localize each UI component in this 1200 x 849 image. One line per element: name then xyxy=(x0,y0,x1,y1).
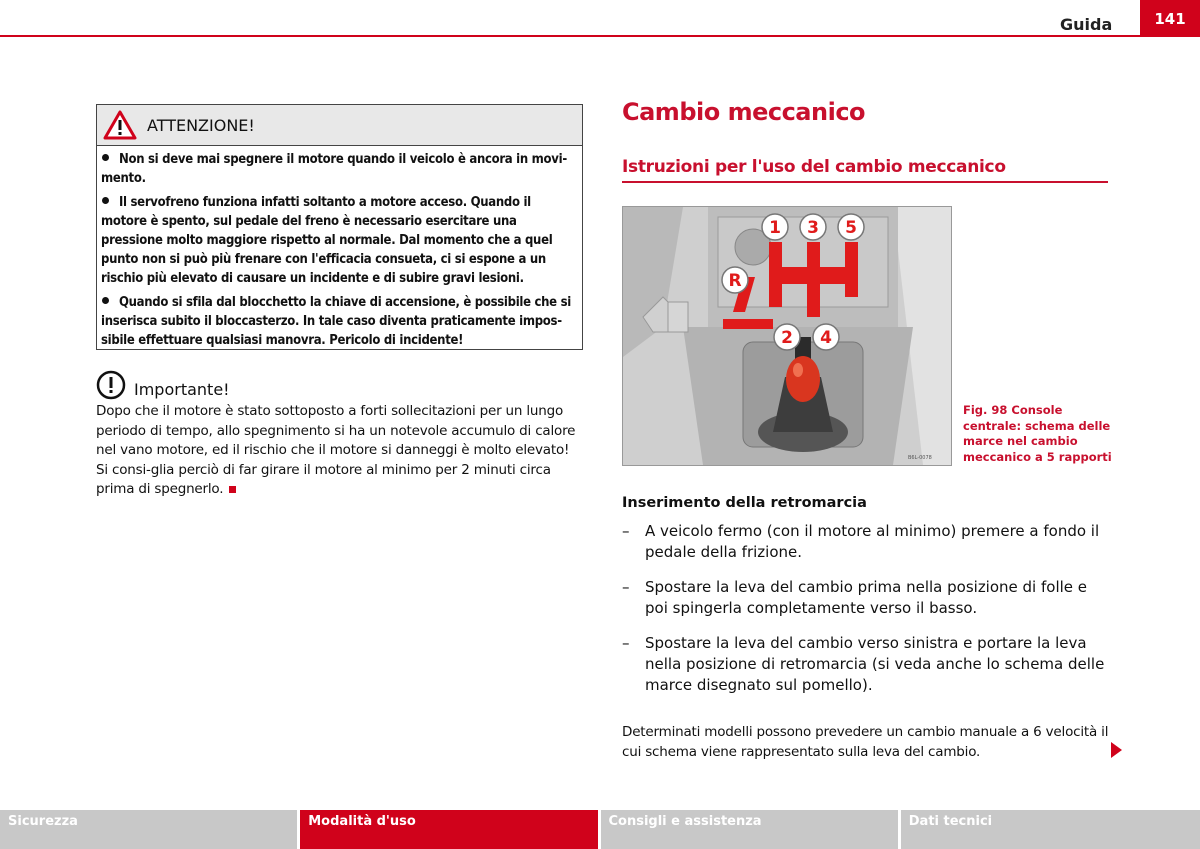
important-header xyxy=(96,370,230,400)
warning-item-text: Non si deve mai spegnere il motore quando il veicolo è ancora in movi-mento. xyxy=(101,152,567,186)
end-marker-icon xyxy=(229,486,236,493)
figure-image xyxy=(622,206,952,466)
step-dash: – xyxy=(622,634,630,652)
reverse-heading: Inserimento della retromarcia xyxy=(622,495,867,511)
warning-triangle-icon xyxy=(103,110,137,140)
bullet-icon xyxy=(102,297,109,304)
gear-label-1: 1 xyxy=(769,218,781,238)
list-item xyxy=(622,633,1112,696)
tab-sicurezza[interactable]: Sicurezza xyxy=(0,810,297,849)
warning-item xyxy=(101,150,578,188)
section-subtitle: Istruzioni per l'uso del cambio meccanico xyxy=(622,157,1006,177)
next-page-arrow-icon[interactable] xyxy=(1111,742,1122,758)
page-number: 141 xyxy=(1140,0,1200,37)
gear-label-r: R xyxy=(728,271,742,291)
bullet-icon xyxy=(102,197,109,204)
warning-header xyxy=(97,105,582,146)
warning-body xyxy=(97,146,582,350)
model-note: Determinati modelli possono prevedere un cambio manuale a 6 velocità il cui schema viene rappresentato sulla leva del cambio. xyxy=(622,724,1109,760)
important-text xyxy=(96,402,584,500)
footer-nav xyxy=(0,810,1200,849)
bullet-icon xyxy=(102,154,109,161)
step-text: Spostare la leva del cambio prima nella posizione di folle e poi spingerla completamente verso il basso. xyxy=(645,578,1088,617)
list-item xyxy=(622,577,1112,619)
step-dash: – xyxy=(622,578,630,596)
tab-modalita-uso[interactable]: Modalità d'uso xyxy=(300,810,597,849)
gear-label-2: 2 xyxy=(781,328,793,348)
tab-consigli-assistenza[interactable]: Consigli e assistenza xyxy=(601,810,898,849)
gear-label-3: 3 xyxy=(807,218,819,238)
list-item xyxy=(622,521,1112,563)
warning-box xyxy=(96,104,583,350)
exclamation-circle-icon xyxy=(96,370,126,400)
figure-caption: Fig. 98 Console centrale: schema delle marce nel cambio meccanico a 5 rapporti xyxy=(963,403,1112,464)
warning-item xyxy=(101,293,578,350)
step-text: A veicolo fermo (con il motore al minimo) premere a fondo il pedale della frizione. xyxy=(645,522,1100,561)
warning-title: ATTENZIONE! xyxy=(147,115,255,135)
gear-console-illustration xyxy=(623,207,951,465)
warning-item-text: Il servofreno funziona infatti soltanto a motore acceso. Quando il motore è spento, sul pedale del freno è necessario esercitare una pressione molto maggiore rispetto al normale. Dal momento che a quel punto non si può più frenare con l'efficacia consueta, ci si espone a un rischio più elevato di causare un incidente e di subire gravi lesioni. xyxy=(101,195,553,286)
step-text: Spostare la leva del cambio verso sinistra e portare la leva nella posizione di retromarcia (si veda anche lo schema delle marce disegnato sul pomello). xyxy=(645,634,1105,694)
section-title: Guida xyxy=(1060,15,1113,34)
page-title: Cambio meccanico xyxy=(622,98,866,126)
steps-list xyxy=(622,521,1112,710)
header-rule xyxy=(0,35,1200,37)
warning-item-text: Quando si sfila dal blocchetto la chiave di accensione, è possibile che si inserisca subito il bloccasterzo. In tale caso diventa praticamente impos-sibile effettuare qualsiasi manovra. Pericolo di incidente! xyxy=(101,295,571,348)
important-body: Dopo che il motore è stato sottoposto a forti sollecitazioni per un lungo periodo di tempo, allo spegnimento si ha un notevole accumulo di calore nel vano motore, ed il rischio che il motore si danneggi è molto elevato! Si consi-glia perciò di far girare il motore al minimo per 2 minuti circa prima di spegnerlo. xyxy=(96,403,576,497)
warning-item xyxy=(101,193,578,288)
gear-label-5: 5 xyxy=(845,218,857,238)
important-title: Importante! xyxy=(134,379,230,399)
figure-code: B6L-0078 xyxy=(908,455,932,461)
step-dash: – xyxy=(622,522,630,540)
subtitle-rule xyxy=(622,181,1108,183)
tab-dati-tecnici[interactable]: Dati tecnici xyxy=(901,810,1200,849)
gear-label-4: 4 xyxy=(820,328,832,348)
